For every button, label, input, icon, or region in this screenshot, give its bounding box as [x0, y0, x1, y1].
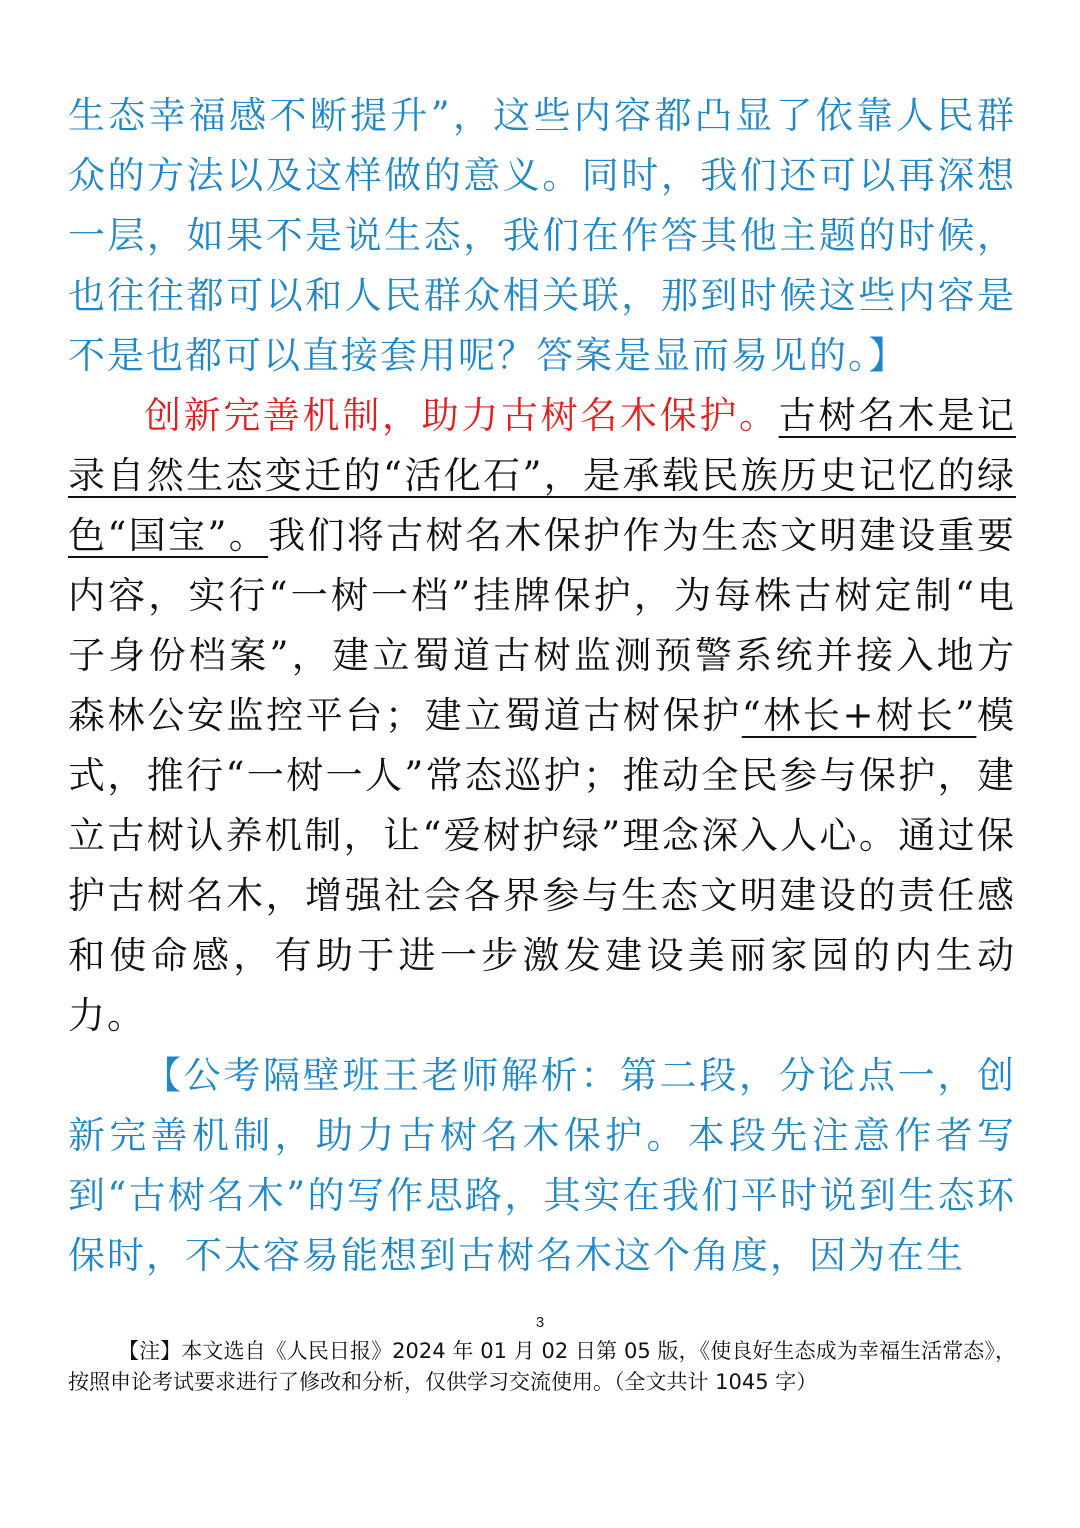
- underlined-sentence: 古树名木是记录自然生态变迁的“活化石”，是承载民族历史记忆的绿色“国宝”。: [68, 394, 1017, 557]
- analysis-paragraph-continued: 生态幸福感不断提升”，这些内容都凸显了依靠人民群众的方法以及这样做的意义。同时，我们还可以再深想一层，如果不是说生态，我们在作答其他主题的时候，也往往都可以和人民群众相关联，那到时候这些内容是不是也都可以直接套用呢？答案是显而易见的。】: [68, 94, 1016, 377]
- section-paragraph: [68, 386, 1016, 1046]
- page-number: 3: [535, 1314, 545, 1331]
- article-body: [68, 86, 1016, 1286]
- analysis-paragraph: 【公考隔壁班王老师解析：第二段，分论点一，创新完善机制，助力古树名木保护。本段先注意作者写到“古树名木”的写作思路，其实在我们平时说到生态环保时，不太容易能想到古树名木这个角度，因为在生: [68, 1054, 1016, 1277]
- body-sentence-continued: 模式，推行“一树一人”常态巡护；推动全民参与保护，建立古树认养机制，让“爱树护绿”理念深入人心。通过保护古树名木，增强社会各界参与生态文明建设的责任感和使命感，有助于进一步激发建设美丽家园的内生动力。: [68, 694, 1017, 1037]
- underlined-phrase: “林长+树长”: [741, 694, 977, 737]
- footnote: 【注】本文选自《人民日报》2024 年 01 月 02 日第 05 版，《使良好生态成为幸福生活常态》，按照申论考试要求进行了修改和分析，仅供学习交流使用。（全文共计 1045 字）: [68, 1339, 1016, 1394]
- subheading-lead: 创新完善机制，助力古树名木保护。: [144, 394, 779, 437]
- body-sentence: 我们将古树名木保护作为生态文明建设重要内容，实行“一树一档”挂牌保护，为每株古树定制“电子身份档案”，建立蜀道古树监测预警系统并接入地方森林公安监控平台；建立蜀道古树保护: [68, 514, 1016, 737]
